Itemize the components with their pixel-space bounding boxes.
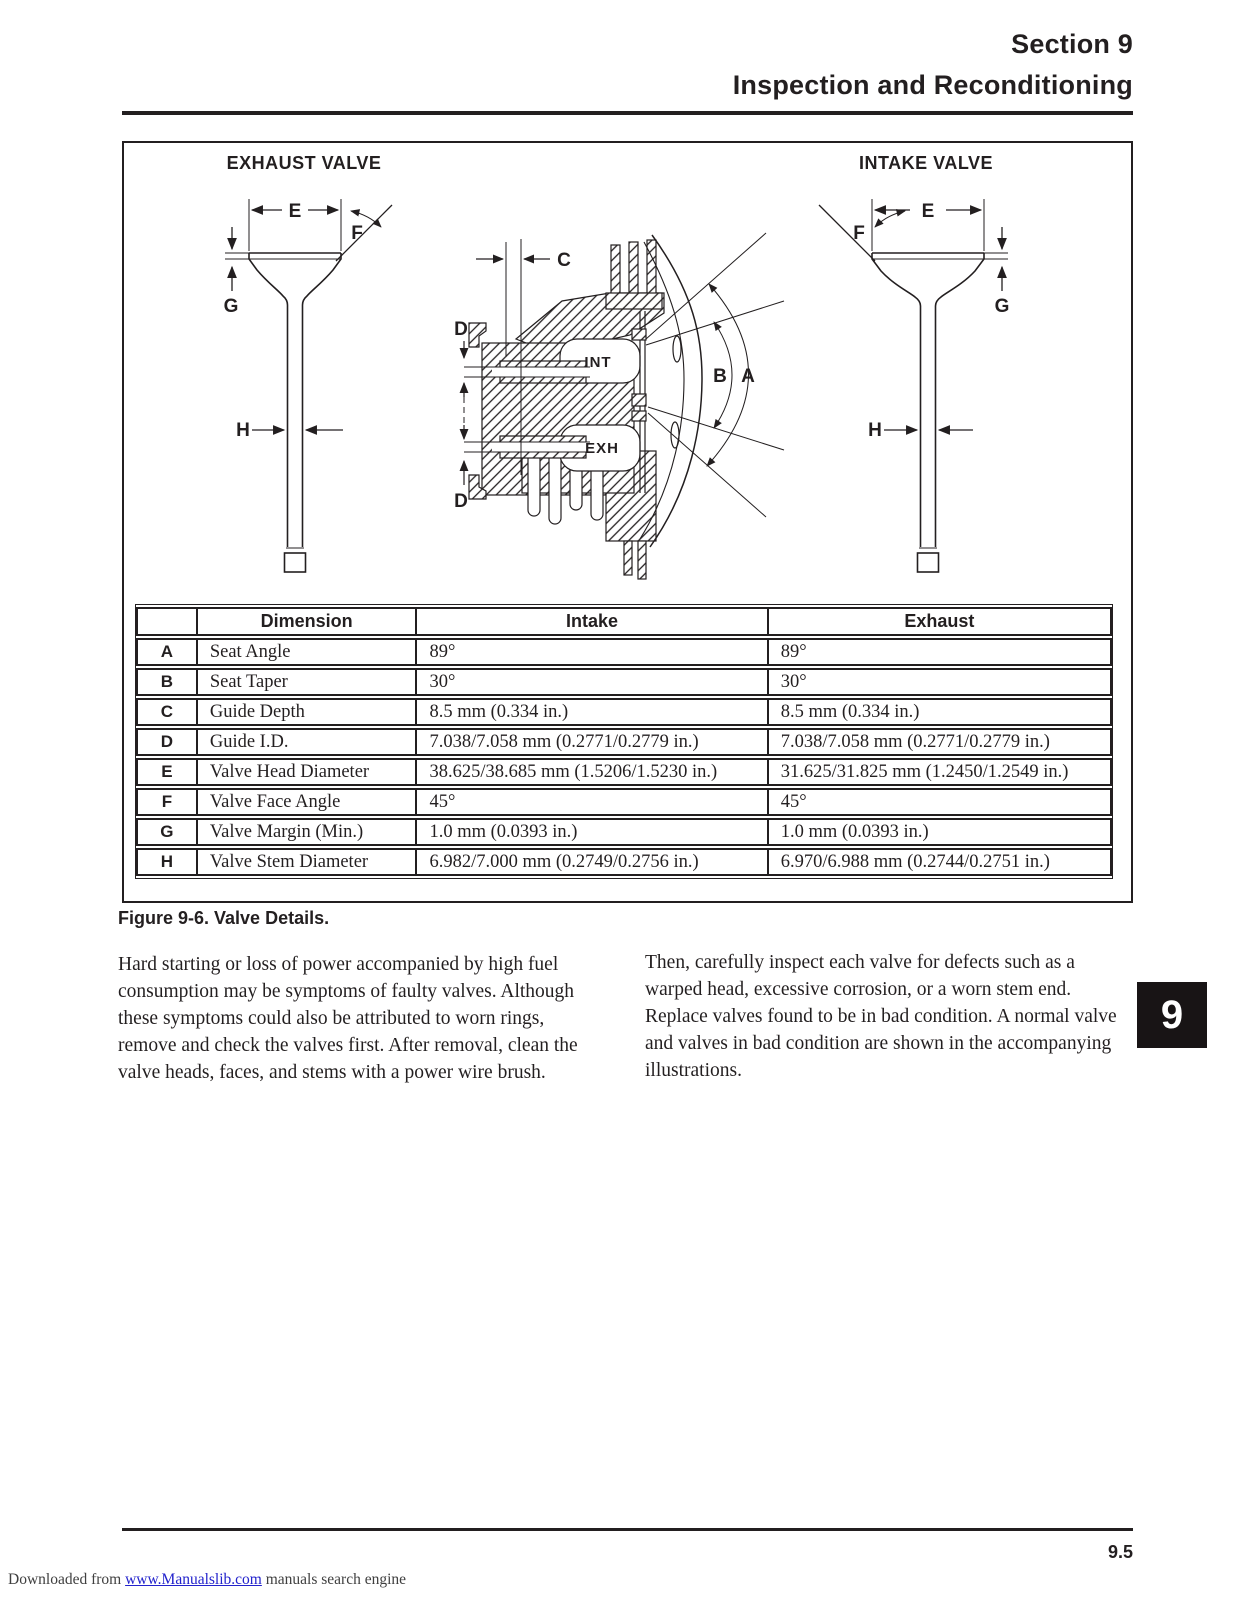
label-f-intake: F xyxy=(853,223,865,244)
label-h-exhaust: H xyxy=(236,420,250,441)
label-intake-port: INT xyxy=(584,354,612,371)
row-intake: 38.625/38.685 mm (1.5206/1.5230 in.) xyxy=(417,758,768,786)
row-dimension: Valve Stem Diameter xyxy=(198,848,418,876)
valve-dimension-table xyxy=(135,604,1113,879)
footer-rule xyxy=(122,1528,1133,1531)
watermark xyxy=(8,1571,406,1589)
figure-caption: Figure 9-6. Valve Details. xyxy=(118,908,330,928)
row-exhaust: 7.038/7.058 mm (0.2771/0.2779 in.) xyxy=(769,728,1112,756)
intake-valve-drawing xyxy=(819,199,1009,572)
row-dimension: Valve Head Diameter xyxy=(198,758,418,786)
row-key: C xyxy=(136,698,198,726)
label-exhaust-port: EXH xyxy=(585,440,619,457)
exhaust-valve-drawing xyxy=(224,199,392,572)
row-key: B xyxy=(136,668,198,696)
header-intake: Intake xyxy=(417,607,768,636)
row-intake: 6.982/7.000 mm (0.2749/0.2756 in.) xyxy=(417,848,768,876)
table-row xyxy=(136,698,1112,726)
body-paragraph-right: Then, carefully inspect each valve for defects such as a warped head, excessive corrosion, or a worn stem end. Replace valves found to be in bad condition. A normal valve and valves in bad condition are shown in the accompanying illustrations. xyxy=(645,952,1117,1081)
intake-valve-title: INTAKE VALVE xyxy=(858,153,993,173)
label-g-intake: G xyxy=(994,296,1010,317)
row-key: D xyxy=(136,728,198,756)
table-row xyxy=(136,638,1112,666)
row-dimension: Seat Taper xyxy=(198,668,418,696)
row-key: A xyxy=(136,638,198,666)
label-a: A xyxy=(741,366,755,387)
row-dimension: Guide Depth xyxy=(198,698,418,726)
watermark-suffix: manuals search engine xyxy=(261,1571,407,1588)
row-exhaust: 6.970/6.988 mm (0.2744/0.2751 in.) xyxy=(769,848,1112,876)
header-rule xyxy=(122,111,1133,115)
section-subtitle: Inspection and Reconditioning xyxy=(732,70,1133,100)
row-dimension: Valve Face Angle xyxy=(198,788,418,816)
exhaust-valve-title: EXHAUST VALVE xyxy=(226,153,382,173)
row-intake: 1.0 mm (0.0393 in.) xyxy=(417,818,768,846)
label-f-exhaust: F xyxy=(351,223,363,244)
row-intake: 8.5 mm (0.334 in.) xyxy=(417,698,768,726)
table-row xyxy=(136,728,1112,756)
figure-box xyxy=(122,141,1133,903)
watermark-prefix: Downloaded from xyxy=(8,1571,126,1588)
table-row xyxy=(136,818,1112,846)
table-row xyxy=(136,758,1112,786)
manualslib-link[interactable]: www.Manualslib.com xyxy=(125,1571,262,1588)
table-row xyxy=(136,788,1112,816)
page-number: 9.5 xyxy=(1107,1542,1133,1562)
cylinder-head-section-drawing xyxy=(454,233,784,579)
row-dimension: Seat Angle xyxy=(198,638,418,666)
row-dimension: Guide I.D. xyxy=(198,728,418,756)
row-intake: 7.038/7.058 mm (0.2771/0.2779 in.) xyxy=(417,728,768,756)
row-intake: 30° xyxy=(417,668,768,696)
row-exhaust: 1.0 mm (0.0393 in.) xyxy=(769,818,1112,846)
row-key: G xyxy=(136,818,198,846)
label-b: B xyxy=(713,366,727,387)
row-key: F xyxy=(136,788,198,816)
table-row xyxy=(136,668,1112,696)
page-header xyxy=(122,24,1133,106)
label-c: C xyxy=(557,250,571,271)
label-h-intake: H xyxy=(868,420,882,441)
table-row xyxy=(136,848,1112,876)
label-d-top: D xyxy=(454,319,468,340)
row-exhaust: 31.625/31.825 mm (1.2450/1.2549 in.) xyxy=(769,758,1112,786)
header-key xyxy=(136,607,198,636)
row-exhaust: 45° xyxy=(769,788,1112,816)
row-dimension: Valve Margin (Min.) xyxy=(198,818,418,846)
label-g-exhaust: G xyxy=(223,296,239,317)
section-thumb-tab: 9 xyxy=(1137,982,1207,1048)
body-paragraph-left: Hard starting or loss of power accompanied by high fuel consumption may be symptoms of faulty valves. Although these symptoms could also be attributed to worn rings, remove and check the valves first. After removal, clean the valve heads, faces, and stems with a power wire brush. xyxy=(118,954,578,1083)
section-title: Section 9 xyxy=(1011,29,1133,59)
label-e-intake: E xyxy=(921,201,935,222)
row-intake: 45° xyxy=(417,788,768,816)
valve-diagram xyxy=(124,143,1130,605)
row-key: H xyxy=(136,848,198,876)
row-exhaust: 30° xyxy=(769,668,1112,696)
row-exhaust: 89° xyxy=(769,638,1112,666)
row-intake: 89° xyxy=(417,638,768,666)
table-header-row xyxy=(136,607,1112,636)
header-exhaust: Exhaust xyxy=(769,607,1112,636)
row-key: E xyxy=(136,758,198,786)
row-exhaust: 8.5 mm (0.334 in.) xyxy=(769,698,1112,726)
label-e-exhaust: E xyxy=(288,201,302,222)
header-dimension: Dimension xyxy=(198,607,418,636)
label-d-bottom: D xyxy=(454,491,468,512)
